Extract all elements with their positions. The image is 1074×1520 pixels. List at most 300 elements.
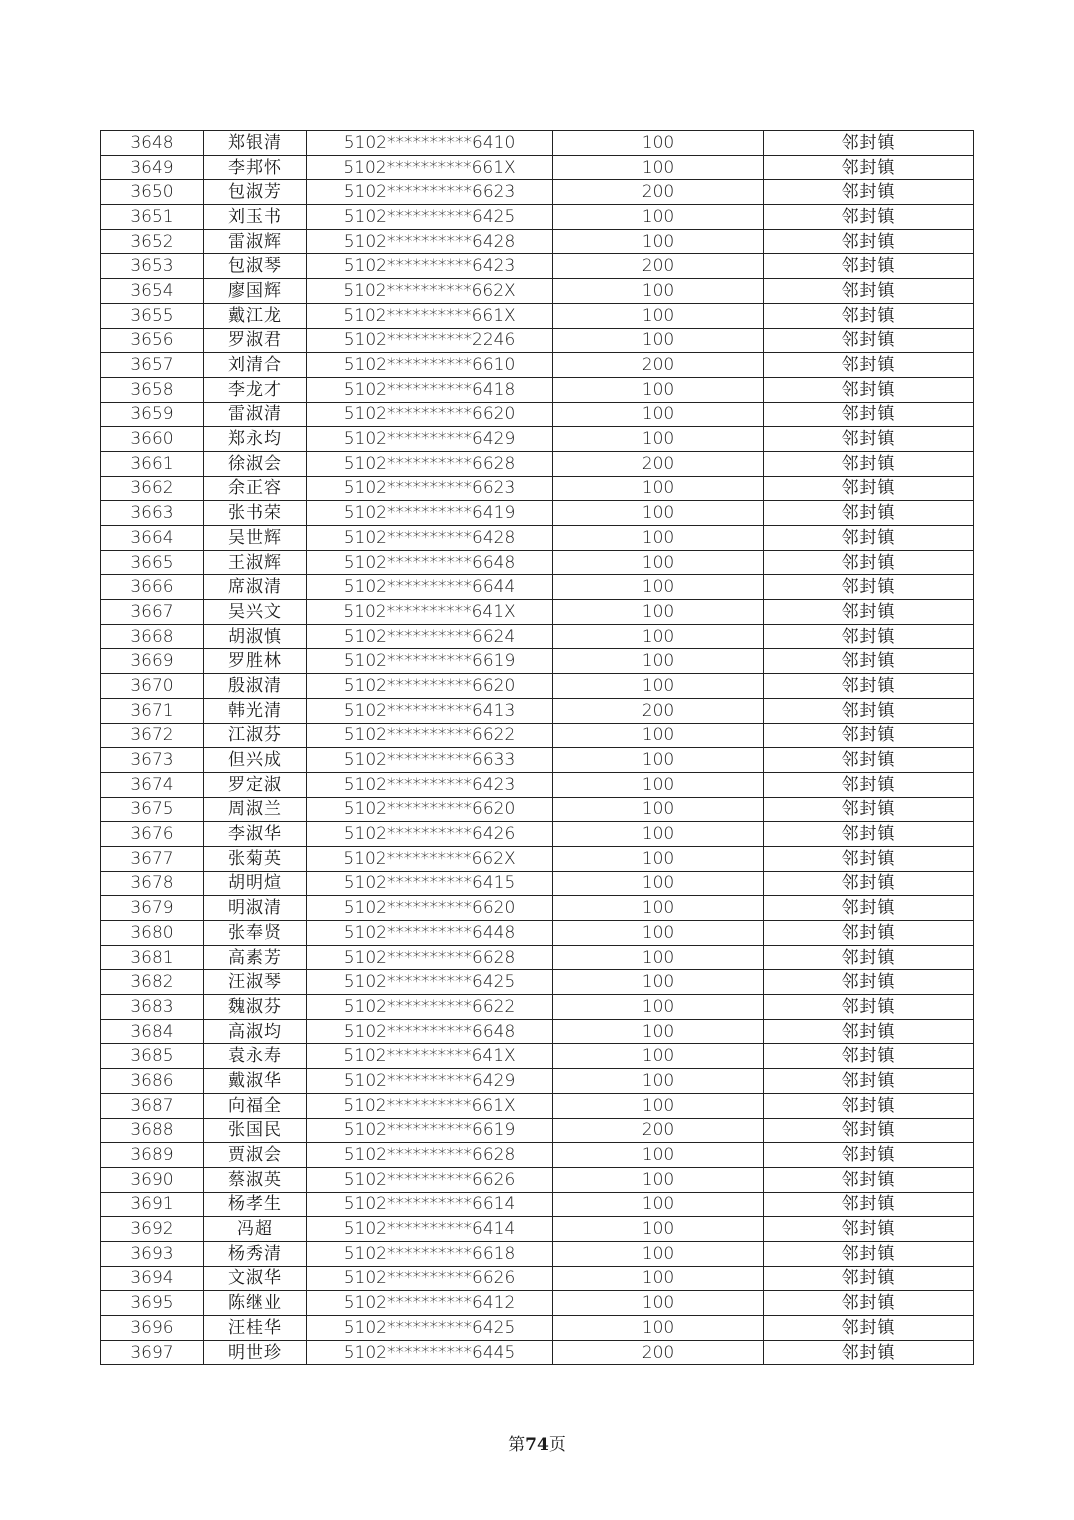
id-number-cell: 5102**********661X: [307, 1093, 553, 1118]
id-number-cell: 5102**********6413: [307, 698, 553, 723]
serial-number-cell: 3685: [101, 1044, 204, 1069]
serial-number-cell: 3686: [101, 1069, 204, 1094]
serial-number-cell: 3652: [101, 229, 204, 254]
serial-number-cell: 3662: [101, 476, 204, 501]
table-row: [101, 748, 974, 773]
id-number-cell: 5102**********6628: [307, 451, 553, 476]
town-cell: 邻封镇: [764, 1241, 974, 1266]
table-row: [101, 698, 974, 723]
name-cell: 刘清合: [204, 353, 307, 378]
amount-cell: 200: [553, 1118, 764, 1143]
name-cell: 罗淑君: [204, 328, 307, 353]
id-number-cell: 5102**********6445: [307, 1340, 553, 1365]
id-number-cell: 5102**********6428: [307, 229, 553, 254]
serial-number-cell: 3660: [101, 427, 204, 452]
name-cell: 张菊英: [204, 846, 307, 871]
id-number-cell: 5102**********6618: [307, 1241, 553, 1266]
amount-cell: 100: [553, 1019, 764, 1044]
name-cell: 明世珍: [204, 1340, 307, 1365]
name-cell: 雷淑清: [204, 402, 307, 427]
serial-number-cell: 3667: [101, 600, 204, 625]
name-cell: 韩光清: [204, 698, 307, 723]
name-cell: 戴淑华: [204, 1069, 307, 1094]
town-cell: 邻封镇: [764, 254, 974, 279]
amount-cell: 100: [553, 1143, 764, 1168]
serial-number-cell: 3669: [101, 649, 204, 674]
town-cell: 邻封镇: [764, 674, 974, 699]
town-cell: 邻封镇: [764, 772, 974, 797]
id-number-cell: 5102**********641X: [307, 600, 553, 625]
serial-number-cell: 3691: [101, 1192, 204, 1217]
name-cell: 杨孝生: [204, 1192, 307, 1217]
id-number-cell: 5102**********6624: [307, 624, 553, 649]
page-label-prefix: 第: [508, 1435, 526, 1455]
town-cell: 邻封镇: [764, 822, 974, 847]
amount-cell: 100: [553, 921, 764, 946]
amount-cell: 100: [553, 748, 764, 773]
amount-cell: 100: [553, 896, 764, 921]
name-cell: 胡淑慎: [204, 624, 307, 649]
id-number-cell: 5102**********6425: [307, 205, 553, 230]
table-row: [101, 624, 974, 649]
serial-number-cell: 3696: [101, 1316, 204, 1341]
serial-number-cell: 3689: [101, 1143, 204, 1168]
table-row: [101, 451, 974, 476]
table-row: [101, 353, 974, 378]
name-cell: 刘玉书: [204, 205, 307, 230]
amount-cell: 100: [553, 427, 764, 452]
name-cell: 郑永均: [204, 427, 307, 452]
roster-table-body: [101, 131, 974, 1365]
id-number-cell: 5102**********6626: [307, 1167, 553, 1192]
town-cell: 邻封镇: [764, 131, 974, 156]
amount-cell: 100: [553, 279, 764, 304]
name-cell: 陈继业: [204, 1291, 307, 1316]
id-number-cell: 5102**********6426: [307, 822, 553, 847]
town-cell: 邻封镇: [764, 846, 974, 871]
town-cell: 邻封镇: [764, 871, 974, 896]
serial-number-cell: 3656: [101, 328, 204, 353]
serial-number-cell: 3658: [101, 377, 204, 402]
amount-cell: 200: [553, 1340, 764, 1365]
town-cell: 邻封镇: [764, 279, 974, 304]
table-row: [101, 896, 974, 921]
amount-cell: 200: [553, 698, 764, 723]
serial-number-cell: 3676: [101, 822, 204, 847]
id-number-cell: 5102**********6620: [307, 402, 553, 427]
amount-cell: 200: [553, 353, 764, 378]
table-row: [101, 205, 974, 230]
table-row: [101, 526, 974, 551]
id-number-cell: 5102**********2246: [307, 328, 553, 353]
id-number-cell: 5102**********662X: [307, 846, 553, 871]
id-number-cell: 5102**********661X: [307, 155, 553, 180]
amount-cell: 100: [553, 205, 764, 230]
id-number-cell: 5102**********6644: [307, 575, 553, 600]
id-number-cell: 5102**********641X: [307, 1044, 553, 1069]
town-cell: 邻封镇: [764, 205, 974, 230]
amount-cell: 100: [553, 600, 764, 625]
id-number-cell: 5102**********6633: [307, 748, 553, 773]
id-number-cell: 5102**********6415: [307, 871, 553, 896]
serial-number-cell: 3674: [101, 772, 204, 797]
table-row: [101, 501, 974, 526]
amount-cell: 100: [553, 229, 764, 254]
town-cell: 邻封镇: [764, 1093, 974, 1118]
name-cell: 贾淑会: [204, 1143, 307, 1168]
amount-cell: 100: [553, 377, 764, 402]
town-cell: 邻封镇: [764, 1019, 974, 1044]
page-number: 74: [525, 1435, 549, 1455]
id-number-cell: 5102**********6623: [307, 476, 553, 501]
table-row: [101, 772, 974, 797]
name-cell: 吴世辉: [204, 526, 307, 551]
serial-number-cell: 3688: [101, 1118, 204, 1143]
town-cell: 邻封镇: [764, 353, 974, 378]
name-cell: 席淑清: [204, 575, 307, 600]
name-cell: 冯超: [204, 1217, 307, 1242]
town-cell: 邻封镇: [764, 229, 974, 254]
serial-number-cell: 3682: [101, 970, 204, 995]
id-number-cell: 5102**********6648: [307, 1019, 553, 1044]
town-cell: 邻封镇: [764, 1217, 974, 1242]
amount-cell: 200: [553, 451, 764, 476]
roster-table: [100, 130, 974, 1365]
table-row: [101, 377, 974, 402]
amount-cell: 100: [553, 649, 764, 674]
table-row: [101, 1019, 974, 1044]
name-cell: 杨秀清: [204, 1241, 307, 1266]
name-cell: 明淑清: [204, 896, 307, 921]
table-row: [101, 155, 974, 180]
id-number-cell: 5102**********6418: [307, 377, 553, 402]
serial-number-cell: 3650: [101, 180, 204, 205]
town-cell: 邻封镇: [764, 698, 974, 723]
town-cell: 邻封镇: [764, 748, 974, 773]
serial-number-cell: 3665: [101, 550, 204, 575]
table-row: [101, 1340, 974, 1365]
id-number-cell: 5102**********6425: [307, 1316, 553, 1341]
table-row: [101, 575, 974, 600]
amount-cell: 100: [553, 1266, 764, 1291]
amount-cell: 100: [553, 674, 764, 699]
name-cell: 张书荣: [204, 501, 307, 526]
table-row: [101, 723, 974, 748]
table-row: [101, 402, 974, 427]
amount-cell: 100: [553, 550, 764, 575]
table-row: [101, 1118, 974, 1143]
id-number-cell: 5102**********6423: [307, 254, 553, 279]
id-number-cell: 5102**********6614: [307, 1192, 553, 1217]
serial-number-cell: 3675: [101, 797, 204, 822]
town-cell: 邻封镇: [764, 427, 974, 452]
id-number-cell: 5102**********6423: [307, 772, 553, 797]
serial-number-cell: 3677: [101, 846, 204, 871]
amount-cell: 100: [553, 871, 764, 896]
name-cell: 廖国辉: [204, 279, 307, 304]
name-cell: 张奉贤: [204, 921, 307, 946]
table-row: [101, 1291, 974, 1316]
amount-cell: 100: [553, 822, 764, 847]
id-number-cell: 5102**********6648: [307, 550, 553, 575]
serial-number-cell: 3690: [101, 1167, 204, 1192]
serial-number-cell: 3654: [101, 279, 204, 304]
name-cell: 但兴成: [204, 748, 307, 773]
amount-cell: 100: [553, 526, 764, 551]
id-number-cell: 5102**********6419: [307, 501, 553, 526]
amount-cell: 100: [553, 575, 764, 600]
amount-cell: 100: [553, 303, 764, 328]
table-row: [101, 871, 974, 896]
id-number-cell: 5102**********6429: [307, 1069, 553, 1094]
amount-cell: 100: [553, 797, 764, 822]
table-row: [101, 1093, 974, 1118]
name-cell: 李淑华: [204, 822, 307, 847]
amount-cell: 100: [553, 1291, 764, 1316]
amount-cell: 100: [553, 1093, 764, 1118]
id-number-cell: 5102**********6620: [307, 797, 553, 822]
name-cell: 张国民: [204, 1118, 307, 1143]
table-row: [101, 995, 974, 1020]
amount-cell: 100: [553, 402, 764, 427]
table-row: [101, 550, 974, 575]
amount-cell: 100: [553, 1192, 764, 1217]
town-cell: 邻封镇: [764, 896, 974, 921]
table-row: [101, 180, 974, 205]
amount-cell: 100: [553, 624, 764, 649]
table-row: [101, 846, 974, 871]
serial-number-cell: 3663: [101, 501, 204, 526]
amount-cell: 100: [553, 501, 764, 526]
name-cell: 周淑兰: [204, 797, 307, 822]
town-cell: 邻封镇: [764, 1192, 974, 1217]
serial-number-cell: 3697: [101, 1340, 204, 1365]
id-number-cell: 5102**********6610: [307, 353, 553, 378]
table-row: [101, 254, 974, 279]
id-number-cell: 5102**********6448: [307, 921, 553, 946]
name-cell: 袁永寿: [204, 1044, 307, 1069]
town-cell: 邻封镇: [764, 155, 974, 180]
amount-cell: 100: [553, 1217, 764, 1242]
town-cell: 邻封镇: [764, 1118, 974, 1143]
name-cell: 高素芳: [204, 945, 307, 970]
serial-number-cell: 3659: [101, 402, 204, 427]
amount-cell: 100: [553, 155, 764, 180]
town-cell: 邻封镇: [764, 501, 974, 526]
id-number-cell: 5102**********6428: [307, 526, 553, 551]
id-number-cell: 5102**********6412: [307, 1291, 553, 1316]
table-row: [101, 328, 974, 353]
name-cell: 余正容: [204, 476, 307, 501]
id-number-cell: 5102**********6622: [307, 995, 553, 1020]
table-row: [101, 476, 974, 501]
id-number-cell: 5102**********661X: [307, 303, 553, 328]
serial-number-cell: 3692: [101, 1217, 204, 1242]
id-number-cell: 5102**********6622: [307, 723, 553, 748]
name-cell: 殷淑清: [204, 674, 307, 699]
town-cell: 邻封镇: [764, 377, 974, 402]
amount-cell: 100: [553, 723, 764, 748]
town-cell: 邻封镇: [764, 1069, 974, 1094]
table-row: [101, 970, 974, 995]
town-cell: 邻封镇: [764, 1266, 974, 1291]
name-cell: 江淑芬: [204, 723, 307, 748]
page-footer: [0, 1430, 1074, 1455]
amount-cell: 100: [553, 846, 764, 871]
serial-number-cell: 3694: [101, 1266, 204, 1291]
town-cell: 邻封镇: [764, 624, 974, 649]
name-cell: 王淑辉: [204, 550, 307, 575]
name-cell: 魏淑芬: [204, 995, 307, 1020]
table-row: [101, 945, 974, 970]
serial-number-cell: 3648: [101, 131, 204, 156]
name-cell: 郑银清: [204, 131, 307, 156]
id-number-cell: 5102**********6414: [307, 1217, 553, 1242]
town-cell: 邻封镇: [764, 1044, 974, 1069]
table-row: [101, 600, 974, 625]
table-row: [101, 1069, 974, 1094]
town-cell: 邻封镇: [764, 1167, 974, 1192]
table-row: [101, 1241, 974, 1266]
town-cell: 邻封镇: [764, 328, 974, 353]
town-cell: 邻封镇: [764, 1316, 974, 1341]
amount-cell: 100: [553, 131, 764, 156]
town-cell: 邻封镇: [764, 921, 974, 946]
id-number-cell: 5102**********6626: [307, 1266, 553, 1291]
table-row: [101, 229, 974, 254]
serial-number-cell: 3666: [101, 575, 204, 600]
town-cell: 邻封镇: [764, 526, 974, 551]
name-cell: 包淑芳: [204, 180, 307, 205]
table-row: [101, 674, 974, 699]
serial-number-cell: 3673: [101, 748, 204, 773]
town-cell: 邻封镇: [764, 1143, 974, 1168]
town-cell: 邻封镇: [764, 1340, 974, 1365]
table-row: [101, 1167, 974, 1192]
town-cell: 邻封镇: [764, 970, 974, 995]
name-cell: 罗定淑: [204, 772, 307, 797]
id-number-cell: 5102**********662X: [307, 279, 553, 304]
name-cell: 高淑均: [204, 1019, 307, 1044]
town-cell: 邻封镇: [764, 649, 974, 674]
name-cell: 文淑华: [204, 1266, 307, 1291]
town-cell: 邻封镇: [764, 402, 974, 427]
table-row: [101, 279, 974, 304]
name-cell: 包淑琴: [204, 254, 307, 279]
serial-number-cell: 3670: [101, 674, 204, 699]
name-cell: 雷淑辉: [204, 229, 307, 254]
table-row: [101, 303, 974, 328]
id-number-cell: 5102**********6628: [307, 1143, 553, 1168]
table-row: [101, 1266, 974, 1291]
town-cell: 邻封镇: [764, 723, 974, 748]
town-cell: 邻封镇: [764, 575, 974, 600]
amount-cell: 100: [553, 970, 764, 995]
table-row: [101, 822, 974, 847]
page-label-suffix: 页: [548, 1435, 566, 1455]
amount-cell: 100: [553, 995, 764, 1020]
table-row: [101, 1143, 974, 1168]
id-number-cell: 5102**********6429: [307, 427, 553, 452]
name-cell: 向福全: [204, 1093, 307, 1118]
town-cell: 邻封镇: [764, 451, 974, 476]
serial-number-cell: 3657: [101, 353, 204, 378]
name-cell: 李邦怀: [204, 155, 307, 180]
table-row: [101, 1044, 974, 1069]
serial-number-cell: 3679: [101, 896, 204, 921]
town-cell: 邻封镇: [764, 1291, 974, 1316]
id-number-cell: 5102**********6619: [307, 649, 553, 674]
table-row: [101, 649, 974, 674]
name-cell: 胡明煊: [204, 871, 307, 896]
name-cell: 汪淑琴: [204, 970, 307, 995]
serial-number-cell: 3661: [101, 451, 204, 476]
town-cell: 邻封镇: [764, 180, 974, 205]
name-cell: 汪桂华: [204, 1316, 307, 1341]
town-cell: 邻封镇: [764, 476, 974, 501]
amount-cell: 200: [553, 254, 764, 279]
serial-number-cell: 3649: [101, 155, 204, 180]
amount-cell: 100: [553, 476, 764, 501]
name-cell: 罗胜林: [204, 649, 307, 674]
town-cell: 邻封镇: [764, 995, 974, 1020]
serial-number-cell: 3687: [101, 1093, 204, 1118]
serial-number-cell: 3653: [101, 254, 204, 279]
id-number-cell: 5102**********6623: [307, 180, 553, 205]
table-row: [101, 797, 974, 822]
serial-number-cell: 3684: [101, 1019, 204, 1044]
id-number-cell: 5102**********6425: [307, 970, 553, 995]
amount-cell: 200: [553, 180, 764, 205]
table-row: [101, 1217, 974, 1242]
town-cell: 邻封镇: [764, 797, 974, 822]
name-cell: 吴兴文: [204, 600, 307, 625]
amount-cell: 100: [553, 328, 764, 353]
amount-cell: 100: [553, 1316, 764, 1341]
id-number-cell: 5102**********6620: [307, 674, 553, 699]
town-cell: 邻封镇: [764, 600, 974, 625]
serial-number-cell: 3651: [101, 205, 204, 230]
serial-number-cell: 3683: [101, 995, 204, 1020]
table-row: [101, 921, 974, 946]
amount-cell: 100: [553, 1044, 764, 1069]
table-row: [101, 1316, 974, 1341]
serial-number-cell: 3678: [101, 871, 204, 896]
table-row: [101, 131, 974, 156]
serial-number-cell: 3668: [101, 624, 204, 649]
name-cell: 徐淑会: [204, 451, 307, 476]
amount-cell: 100: [553, 772, 764, 797]
serial-number-cell: 3664: [101, 526, 204, 551]
serial-number-cell: 3672: [101, 723, 204, 748]
table-row: [101, 427, 974, 452]
id-number-cell: 5102**********6410: [307, 131, 553, 156]
serial-number-cell: 3680: [101, 921, 204, 946]
id-number-cell: 5102**********6620: [307, 896, 553, 921]
id-number-cell: 5102**********6628: [307, 945, 553, 970]
amount-cell: 100: [553, 1241, 764, 1266]
amount-cell: 100: [553, 1167, 764, 1192]
town-cell: 邻封镇: [764, 550, 974, 575]
name-cell: 蔡淑英: [204, 1167, 307, 1192]
amount-cell: 100: [553, 945, 764, 970]
amount-cell: 100: [553, 1069, 764, 1094]
serial-number-cell: 3681: [101, 945, 204, 970]
town-cell: 邻封镇: [764, 303, 974, 328]
town-cell: 邻封镇: [764, 945, 974, 970]
serial-number-cell: 3693: [101, 1241, 204, 1266]
table-row: [101, 1192, 974, 1217]
